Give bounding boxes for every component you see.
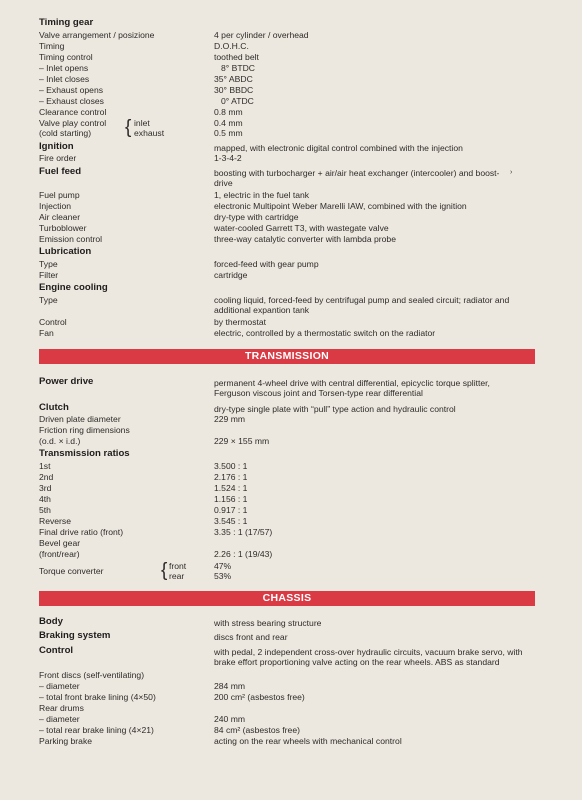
- section-banner-chassis: CHASSIS: [39, 591, 535, 606]
- spec-value: 3.500 : 1: [214, 461, 248, 471]
- spec-value: boosting with turbocharger + air/air heat exchanger (intercooler) and boost-drive: [214, 168, 500, 189]
- spec-label: Emission control: [39, 234, 103, 244]
- spec-label: (o.d. × i.d.): [39, 436, 81, 446]
- spec-label: – total rear brake lining (4×21): [39, 725, 154, 735]
- spec-value: 30° BBDC: [214, 85, 254, 95]
- spec-value: 229 × 155 mm: [214, 436, 270, 446]
- section-control: [39, 646, 559, 668]
- spec-label: Rear drums: [39, 703, 84, 713]
- spec-label: Reverse: [39, 516, 71, 526]
- spec-value: 0.5 mm: [214, 128, 243, 138]
- spec-value: 0.917 : 1: [214, 505, 248, 515]
- section-heading-body: Body: [39, 616, 63, 627]
- spec-label: Fire order: [39, 153, 77, 163]
- spec-label: Filter: [39, 270, 59, 280]
- spec-label: – Exhaust opens: [39, 85, 104, 95]
- spec-value: dry-type with cartridge: [214, 212, 299, 222]
- spec-value: toothed belt: [214, 52, 259, 62]
- spec-value: 8° BTDC: [221, 63, 255, 73]
- spec-label: Type: [39, 295, 58, 305]
- spec-value: electronic Multipoint Weber Marelli IAW, combined with the ignition: [214, 201, 467, 211]
- brace-icon: {: [161, 560, 168, 581]
- spec-value: 0.4 mm: [214, 118, 243, 128]
- rear-label: rear: [169, 571, 185, 581]
- spec-row: [39, 295, 559, 317]
- spec-value: 35° ABDC: [214, 74, 253, 84]
- section-banner-transmission: TRANSMISSION: [39, 349, 535, 364]
- spec-label: Fuel pump: [39, 190, 80, 200]
- spec-value: cartridge: [214, 270, 248, 280]
- section-heading-power-drive: Power drive: [39, 376, 94, 387]
- spec-value: electric, controlled by a thermostatic switch on the radiator: [214, 328, 436, 338]
- spec-label: 1st: [39, 461, 51, 471]
- spec-label: Air cleaner: [39, 212, 81, 222]
- spec-value: cooling liquid, forced-feed by centrifugal pump and sealed circuit; radiator and additional expantion tank: [214, 295, 510, 316]
- section-fuel-feed: [39, 167, 559, 189]
- section-heading-fuel-feed: Fuel feed: [39, 166, 82, 177]
- spec-value: 284 mm: [214, 681, 246, 691]
- spec-label: Timing: [39, 41, 65, 51]
- torque-converter-row: [39, 561, 559, 583]
- spec-value: 240 mm: [214, 714, 246, 724]
- spec-value: 1-3-4-2: [214, 153, 242, 163]
- spec-value: 3.35 : 1 (17/57): [214, 527, 273, 537]
- spec-label: Fan: [39, 328, 54, 338]
- spec-value: acting on the rear wheels with mechanical control: [214, 736, 402, 746]
- front-label: front: [169, 561, 187, 571]
- spec-label: Friction ring dimensions: [39, 425, 130, 435]
- valve-play-row: [39, 118, 559, 140]
- spec-value: discs front and rear: [214, 632, 288, 642]
- spec-value: 1, electric in the fuel tank: [214, 190, 310, 200]
- spec-sheet-page: Timing gear Valve arrangement / posizione 4 per cylinder / overhead Timing D.O.H.C. Timing control toothed belt – Inlet opens 8° BTDC – Inlet closes 35° ABDC – Exhaust opens 30° BBDC – Exhaust closes 0° ATDC Clearance control 0.8 mm Valve play control (cold starting) { inlet exhaust 0.4 mm 0.5 mm Ignition mapped, with electronic digital control combined with the injection Fire order 1-3-4-2 Fuel feed boosting with turbocharger + air/air heat exchanger (intercooler) and boost-drive › Fuel pump 1, electric in the fuel tank Injection electronic Multipoint Weber Marelli IAW, combined with the ignition Air cleaner dry-type with cartridge Turboblower water-cooled Garrett T3, with wastegate valve Emission control three-way catalytic converter with lambda probe Lubrication Type forced-feed with gear pump Filter cartridge Engine cooling Type cooling liquid, forced-feed by centrifugal pump and sealed circuit; radiator and additional expantion tank Control by thermostat Fan electric, controlled by a thermostatic switch on the radiator TRANSMISSION Power drive permanent 4-wheel drive with central differential, epicyclic torque splitter, Ferguson viscous joint and Torsen-type rear differential Clutch dry-type single plate with “pull” type action and hydraulic control Driven plate diameter 229 mm Friction ring dimensions (o.d. × i.d.) 229 × 155 mm Transmission ratios 1st 3.500 : 1 2nd 2.176 : 1 3rd 1.524 : 1 4th 1.156 : 1 5th 0.917 : 1 Reverse 3.545 : 1 Final drive ratio (front) 3.35 : 1 (17/57) Bevel gear (front/rear) 2.26 : 1 (19/43) Torque converter { front rear 47% 53% CHASSIS Body with stress bearing structure Braking system discs front and rear Control with pedal, 2 independent cross-over hydraulic circuits, vacuum brake servo, with brake effort proportioning valve acting on the rear wheels. ABS as standard Front discs (self-ventilating) – diameter 284 mm – total front brake lining (4×50) 200 cm² (asbestos free) Rear drums – diameter 240 mm – total rear brake lining (4×21) 84 cm² (asbestos free) Parking brake acting on the rear wheels with mechanical control: [0, 0, 582, 800]
- spec-label: (front/rear): [39, 549, 80, 559]
- spec-value: 1.524 : 1: [214, 483, 248, 493]
- spec-label: 4th: [39, 494, 51, 504]
- spec-value: forced-feed with gear pump: [214, 259, 319, 269]
- spec-value: permanent 4-wheel drive with central differential, epicyclic torque splitter, Ferguson viscous joint and Torsen-type rear differential: [214, 378, 490, 399]
- spec-value: 1.156 : 1: [214, 494, 248, 504]
- spec-value: three-way catalytic converter with lambda probe: [214, 234, 396, 244]
- spec-label: Parking brake: [39, 736, 93, 746]
- spec-label: Turboblower: [39, 223, 87, 233]
- spec-label: Torque converter: [39, 566, 104, 576]
- spec-value: by thermostat: [214, 317, 267, 327]
- spec-label: Front discs (self-ventilating): [39, 670, 145, 680]
- section-heading-control: Control: [39, 645, 74, 656]
- spec-label: – diameter: [39, 681, 80, 691]
- spec-value: 0.8 mm: [214, 107, 243, 117]
- exhaust-label: exhaust: [134, 128, 165, 138]
- spec-label: – Inlet opens: [39, 63, 89, 73]
- section-heading-ignition: Ignition: [39, 141, 74, 152]
- spec-label: – diameter: [39, 714, 80, 724]
- spec-value: 200 cm² (asbestos free): [214, 692, 305, 702]
- spec-value: D.O.H.C.: [214, 41, 249, 51]
- spec-value: 0° ATDC: [221, 96, 254, 106]
- spec-sublabel: (cold starting): [39, 128, 92, 138]
- spec-value: 4 per cylinder / overhead: [214, 30, 309, 40]
- spec-label: 2nd: [39, 472, 54, 482]
- spec-label: – Exhaust closes: [39, 96, 104, 106]
- spec-value: with pedal, 2 independent cross-over hydraulic circuits, vacuum brake servo, with brake effort proportioning valve acting on the rear wheels. ABS as standard: [214, 647, 523, 668]
- section-power-drive: [39, 377, 559, 399]
- section-heading-braking-system: Braking system: [39, 630, 111, 641]
- spec-label: – total front brake lining (4×50): [39, 692, 156, 702]
- spec-label: – Inlet closes: [39, 74, 90, 84]
- spec-label: 5th: [39, 505, 51, 515]
- spec-value: mapped, with electronic digital control combined with the injection: [214, 143, 463, 153]
- spec-label: Type: [39, 259, 58, 269]
- spec-value: 47%: [214, 561, 232, 571]
- brace-icon: {: [125, 117, 132, 138]
- spec-label: Valve arrangement / posizione: [39, 30, 155, 40]
- spec-value: 84 cm² (asbestos free): [214, 725, 300, 735]
- spec-value: dry-type single plate with “pull” type action and hydraulic control: [214, 404, 456, 414]
- margin-mark: ›: [510, 169, 513, 176]
- spec-label: Timing control: [39, 52, 93, 62]
- spec-label: Injection: [39, 201, 72, 211]
- spec-label: Control: [39, 317, 67, 327]
- spec-label: Final drive ratio (front): [39, 527, 124, 537]
- spec-value: 2.26 : 1 (19/43): [214, 549, 273, 559]
- section-heading-clutch: Clutch: [39, 402, 69, 413]
- spec-label: Driven plate diameter: [39, 414, 121, 424]
- spec-value: with stress bearing structure: [214, 618, 322, 628]
- spec-label: 3rd: [39, 483, 52, 493]
- spec-label: Valve play control: [39, 118, 107, 128]
- spec-value: 2.176 : 1: [214, 472, 248, 482]
- spec-value: 53%: [214, 571, 232, 581]
- spec-value: 229 mm: [214, 414, 246, 424]
- spec-label: Clearance control: [39, 107, 107, 117]
- spec-label: Bevel gear: [39, 538, 81, 548]
- spec-value: 3.545 : 1: [214, 516, 248, 526]
- spec-value: water-cooled Garrett T3, with wastegate valve: [214, 223, 389, 233]
- inlet-label: inlet: [134, 118, 150, 128]
